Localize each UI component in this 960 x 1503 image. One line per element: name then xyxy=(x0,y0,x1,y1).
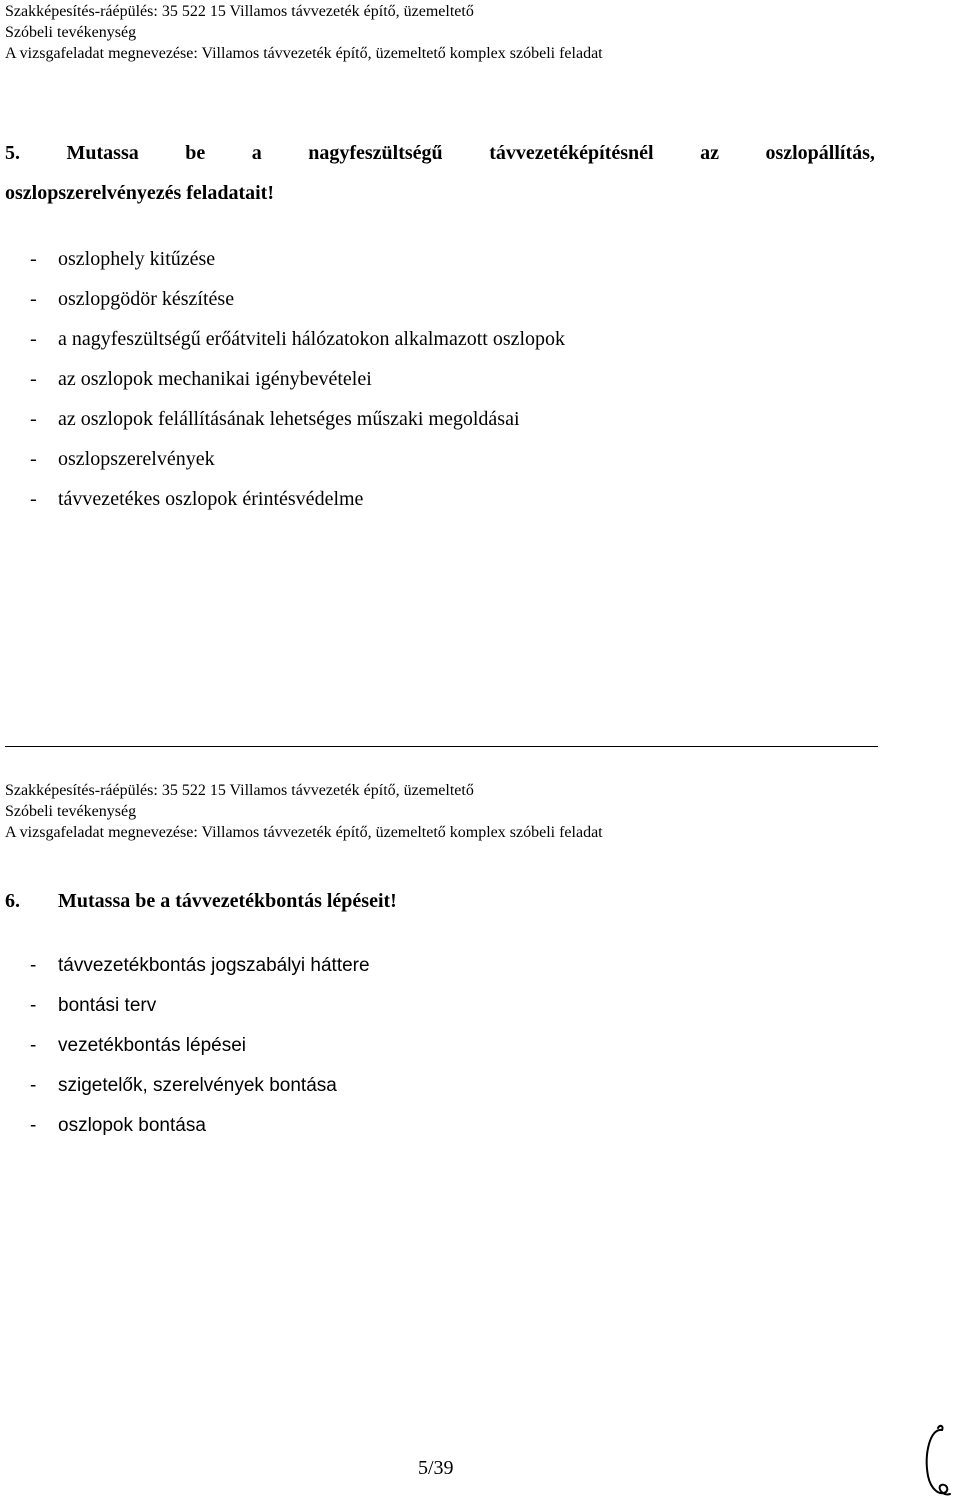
signature-mark xyxy=(920,1424,956,1500)
question-number: 5. xyxy=(5,142,20,164)
list-item: - vezetékbontás lépései xyxy=(30,1035,247,1056)
question-5-title xyxy=(5,133,875,213)
page-header xyxy=(5,780,603,843)
list-item: - az oszlopok felállításának lehetséges műszaki megoldásai xyxy=(30,408,520,430)
list-item: - bontási terv xyxy=(30,995,157,1016)
list-item: - oszlopszerelvények xyxy=(30,448,215,470)
header-task-name: A vizsgafeladat megnevezése: Villamos távvezeték építő, üzemeltető komplex szóbeli feladat xyxy=(5,45,603,62)
page-number: 5/39 xyxy=(418,1457,454,1479)
title-word: a xyxy=(251,142,262,164)
question-title: Mutassa be a távvezetékbontás lépéseit! xyxy=(58,890,397,912)
question-6-title xyxy=(5,881,397,921)
list-item: - távvezetékbontás jogszabályi háttere xyxy=(30,955,370,976)
list-item: - oszlopok bontása xyxy=(30,1115,206,1136)
list-item: - oszlophely kitűzése xyxy=(30,248,216,270)
title-word: oszlopállítás, xyxy=(765,142,875,164)
page-header xyxy=(5,1,603,64)
title-word: nagyfeszültségű xyxy=(308,142,443,164)
question-5-items xyxy=(30,239,565,519)
list-item: - oszlopgödör készítése xyxy=(30,288,235,310)
title-word: távvezetéképítésnél xyxy=(489,142,654,164)
title-word: be xyxy=(185,142,206,164)
list-item: - szigetelők, szerelvények bontása xyxy=(30,1075,337,1096)
header-qualification: Szakképesítés-ráépülés: 35 522 15 Villamos távvezeték építő, üzemeltető xyxy=(5,782,474,799)
header-qualification: Szakképesítés-ráépülés: 35 522 15 Villamos távvezeték építő, üzemeltető xyxy=(5,3,474,20)
list-item: - távvezetékes oszlopok érintésvédelme xyxy=(30,488,364,510)
list-item: - az oszlopok mechanikai igénybevételei xyxy=(30,368,372,390)
header-task-name: A vizsgafeladat megnevezése: Villamos távvezeték építő, üzemeltető komplex szóbeli feladat xyxy=(5,824,603,841)
header-activity: Szóbeli tevékenység xyxy=(5,24,137,41)
title-word: az xyxy=(700,142,719,164)
list-item: - a nagyfeszültségű erőátviteli hálózatokon alkalmazott oszlopok xyxy=(30,328,566,350)
section-divider xyxy=(5,746,878,747)
question-title-line2: oszlopszerelvényezés feladatait! xyxy=(5,182,274,204)
header-activity: Szóbeli tevékenység xyxy=(5,803,137,820)
title-word: Mutassa xyxy=(66,142,139,164)
question-number: 6. xyxy=(5,890,20,912)
question-6-items xyxy=(30,946,370,1146)
